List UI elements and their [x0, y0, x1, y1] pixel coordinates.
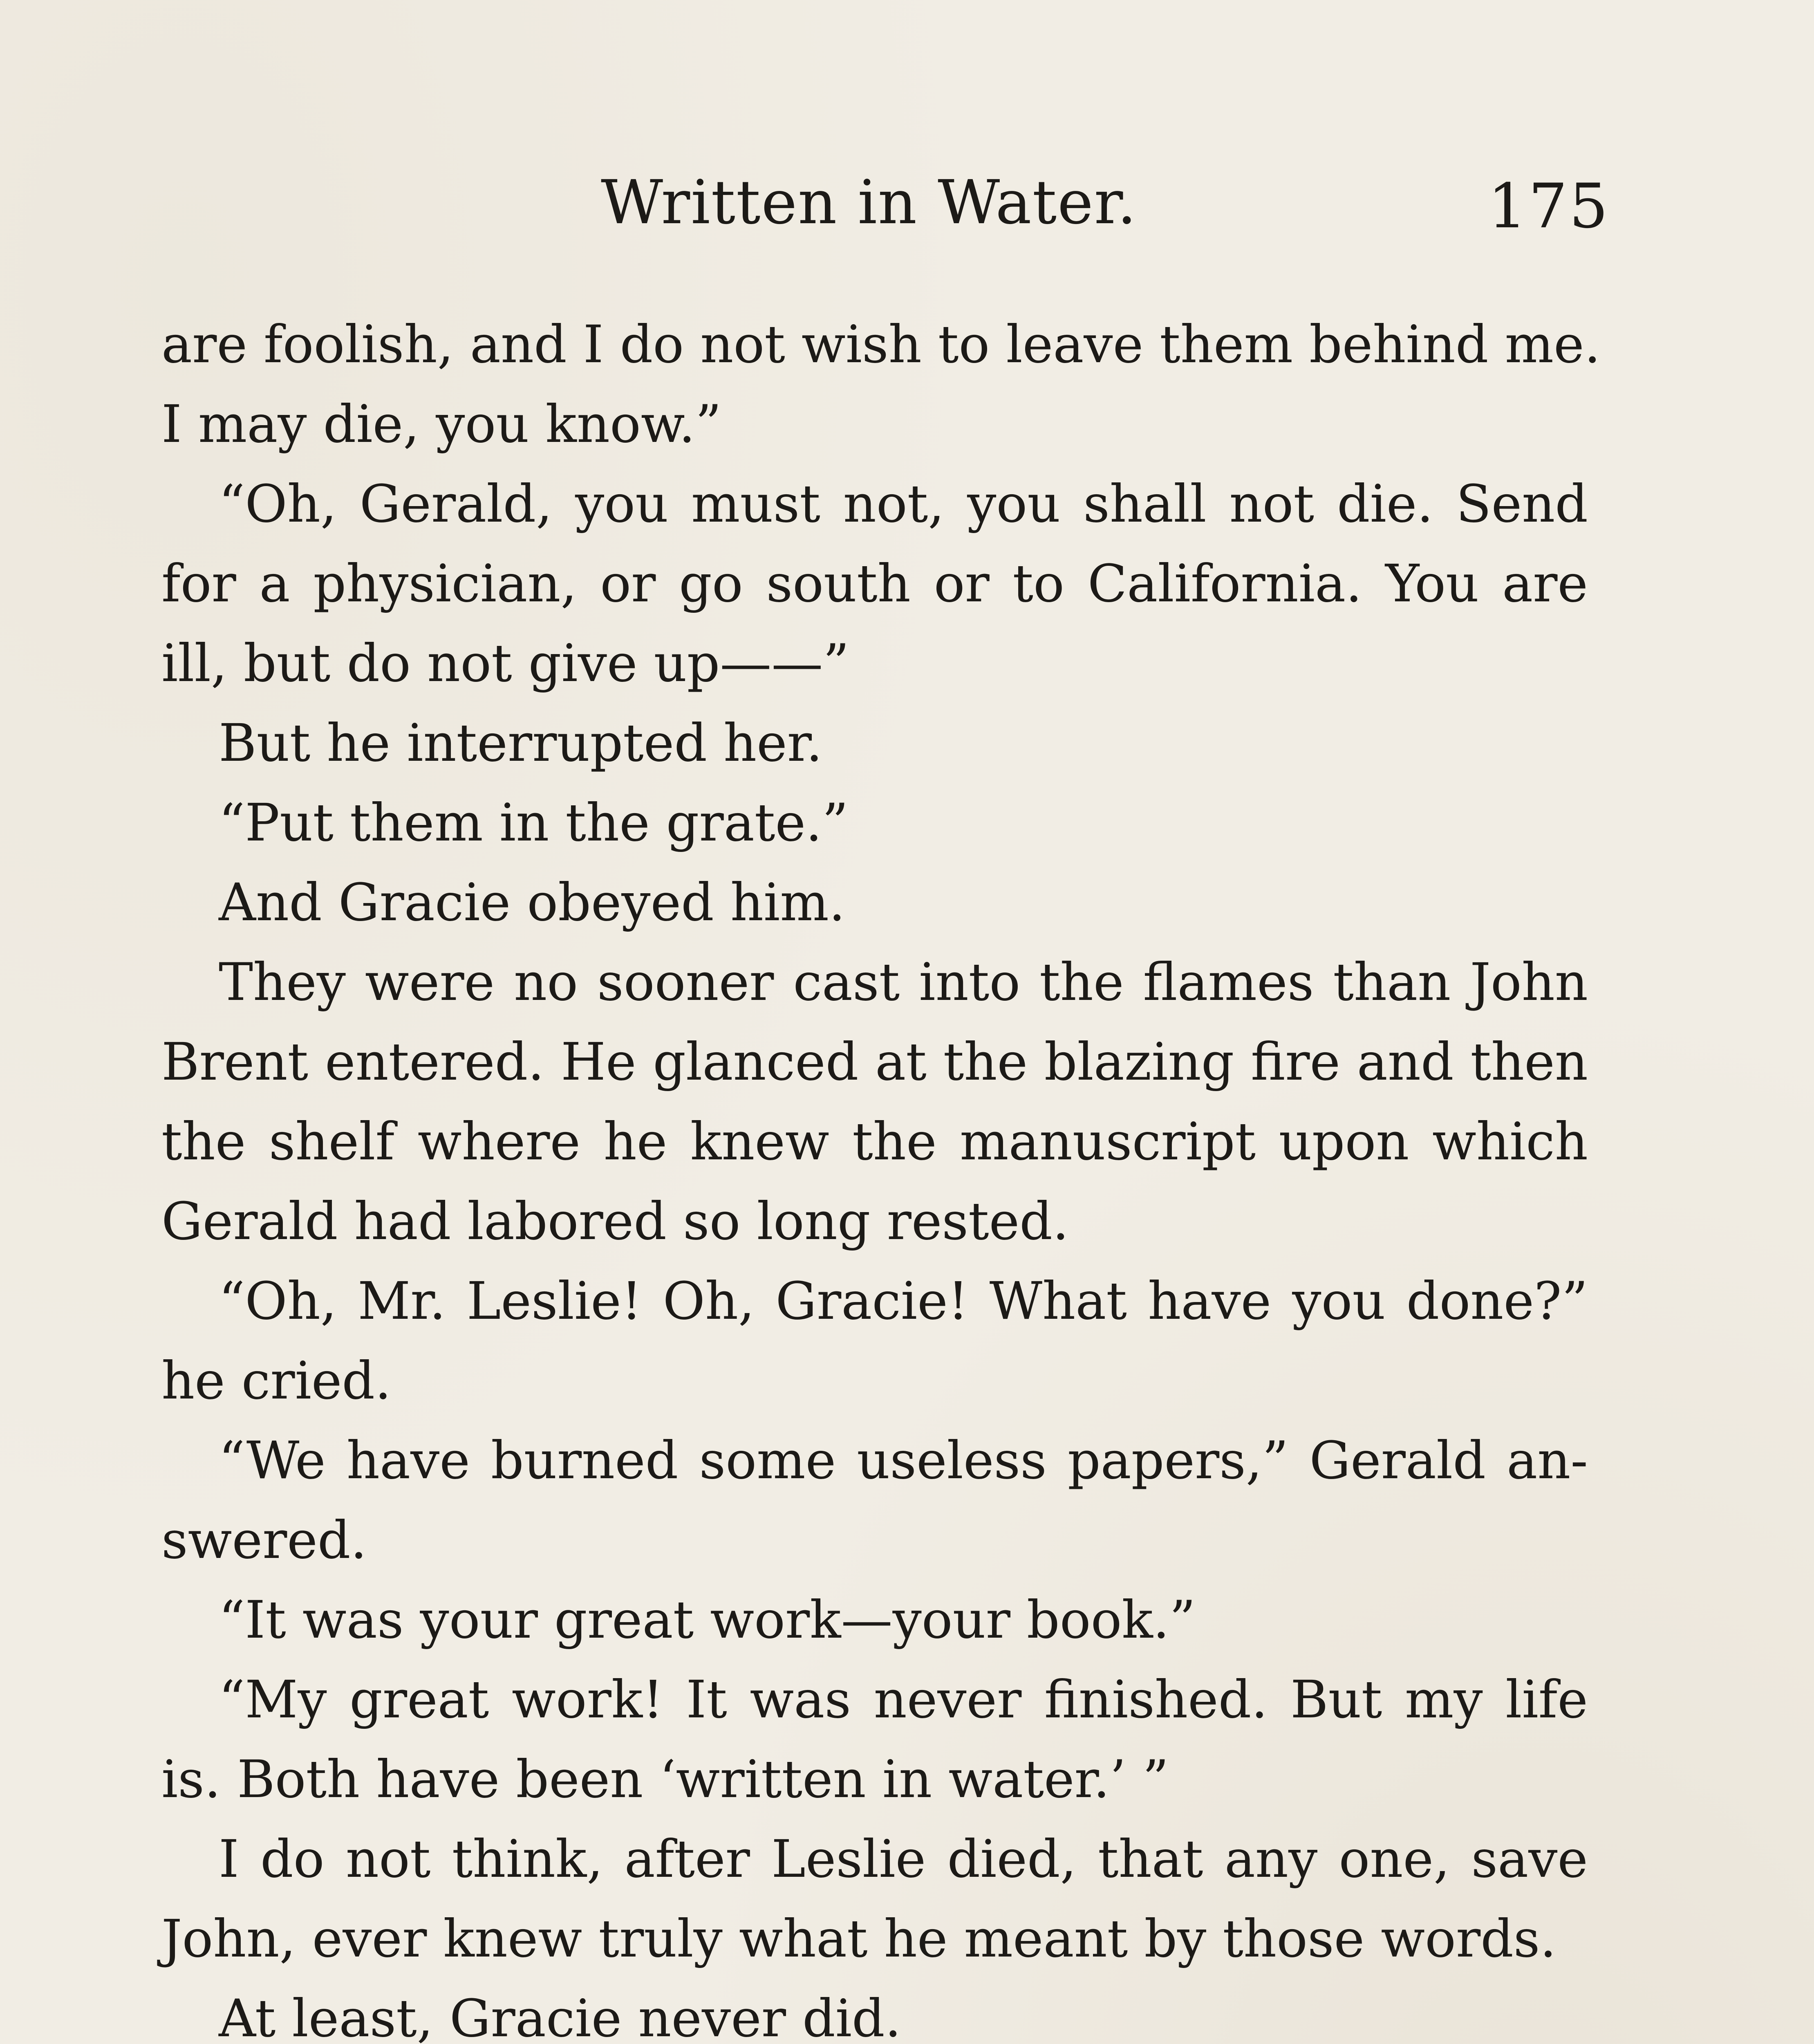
text-line: Brent entered. He glanced at the blazing fire and then — [161, 1032, 1588, 1092]
text-line: “Oh, Mr. Leslie! Oh, Gracie! What have you done?” — [219, 1271, 1588, 1331]
text-line: “We have burned some useless papers,” Gerald an- — [219, 1430, 1588, 1490]
text-line: I do not think, after Leslie died, that any one, save — [219, 1829, 1588, 1889]
text-line: ill, but do not give up——” — [161, 633, 849, 693]
text-line: They were no sooner cast into the flames than John — [219, 952, 1588, 1012]
text-line: is. Both have been ‘written in water.’ ” — [161, 1749, 1169, 1809]
text-line: swered. — [161, 1510, 367, 1570]
running-head-title: Written in Water. — [601, 167, 1138, 238]
text-line: he cried. — [161, 1351, 392, 1411]
text-line: John, ever knew truly what he meant by those words. — [161, 1909, 1556, 1969]
text-line: At least, Gracie never did. — [219, 1988, 901, 2044]
text-line: “Oh, Gerald, you must not, you shall not die. Send — [219, 474, 1588, 534]
text-line: for a physician, or go south or to California. You are — [161, 554, 1588, 614]
running-head — [0, 155, 1814, 242]
page-number: 175 — [1488, 171, 1610, 242]
text-line: Gerald had labored so long rested. — [161, 1191, 1069, 1251]
text-line: “My great work! It was never finished. But my life — [219, 1670, 1588, 1730]
text-line: “Put them in the grate.” — [219, 793, 849, 853]
text-line: the shelf where he knew the manuscript upon which — [161, 1112, 1588, 1172]
text-line: And Gracie obeyed him. — [219, 872, 845, 932]
body-text — [161, 305, 1601, 2044]
text-line: But he interrupted her. — [219, 713, 823, 773]
text-line: are foolish, and I do not wish to leave them behind me. — [161, 314, 1601, 374]
text-line: I may die, you know.” — [161, 394, 722, 454]
text-line: “It was your great work—your book.” — [219, 1590, 1196, 1650]
